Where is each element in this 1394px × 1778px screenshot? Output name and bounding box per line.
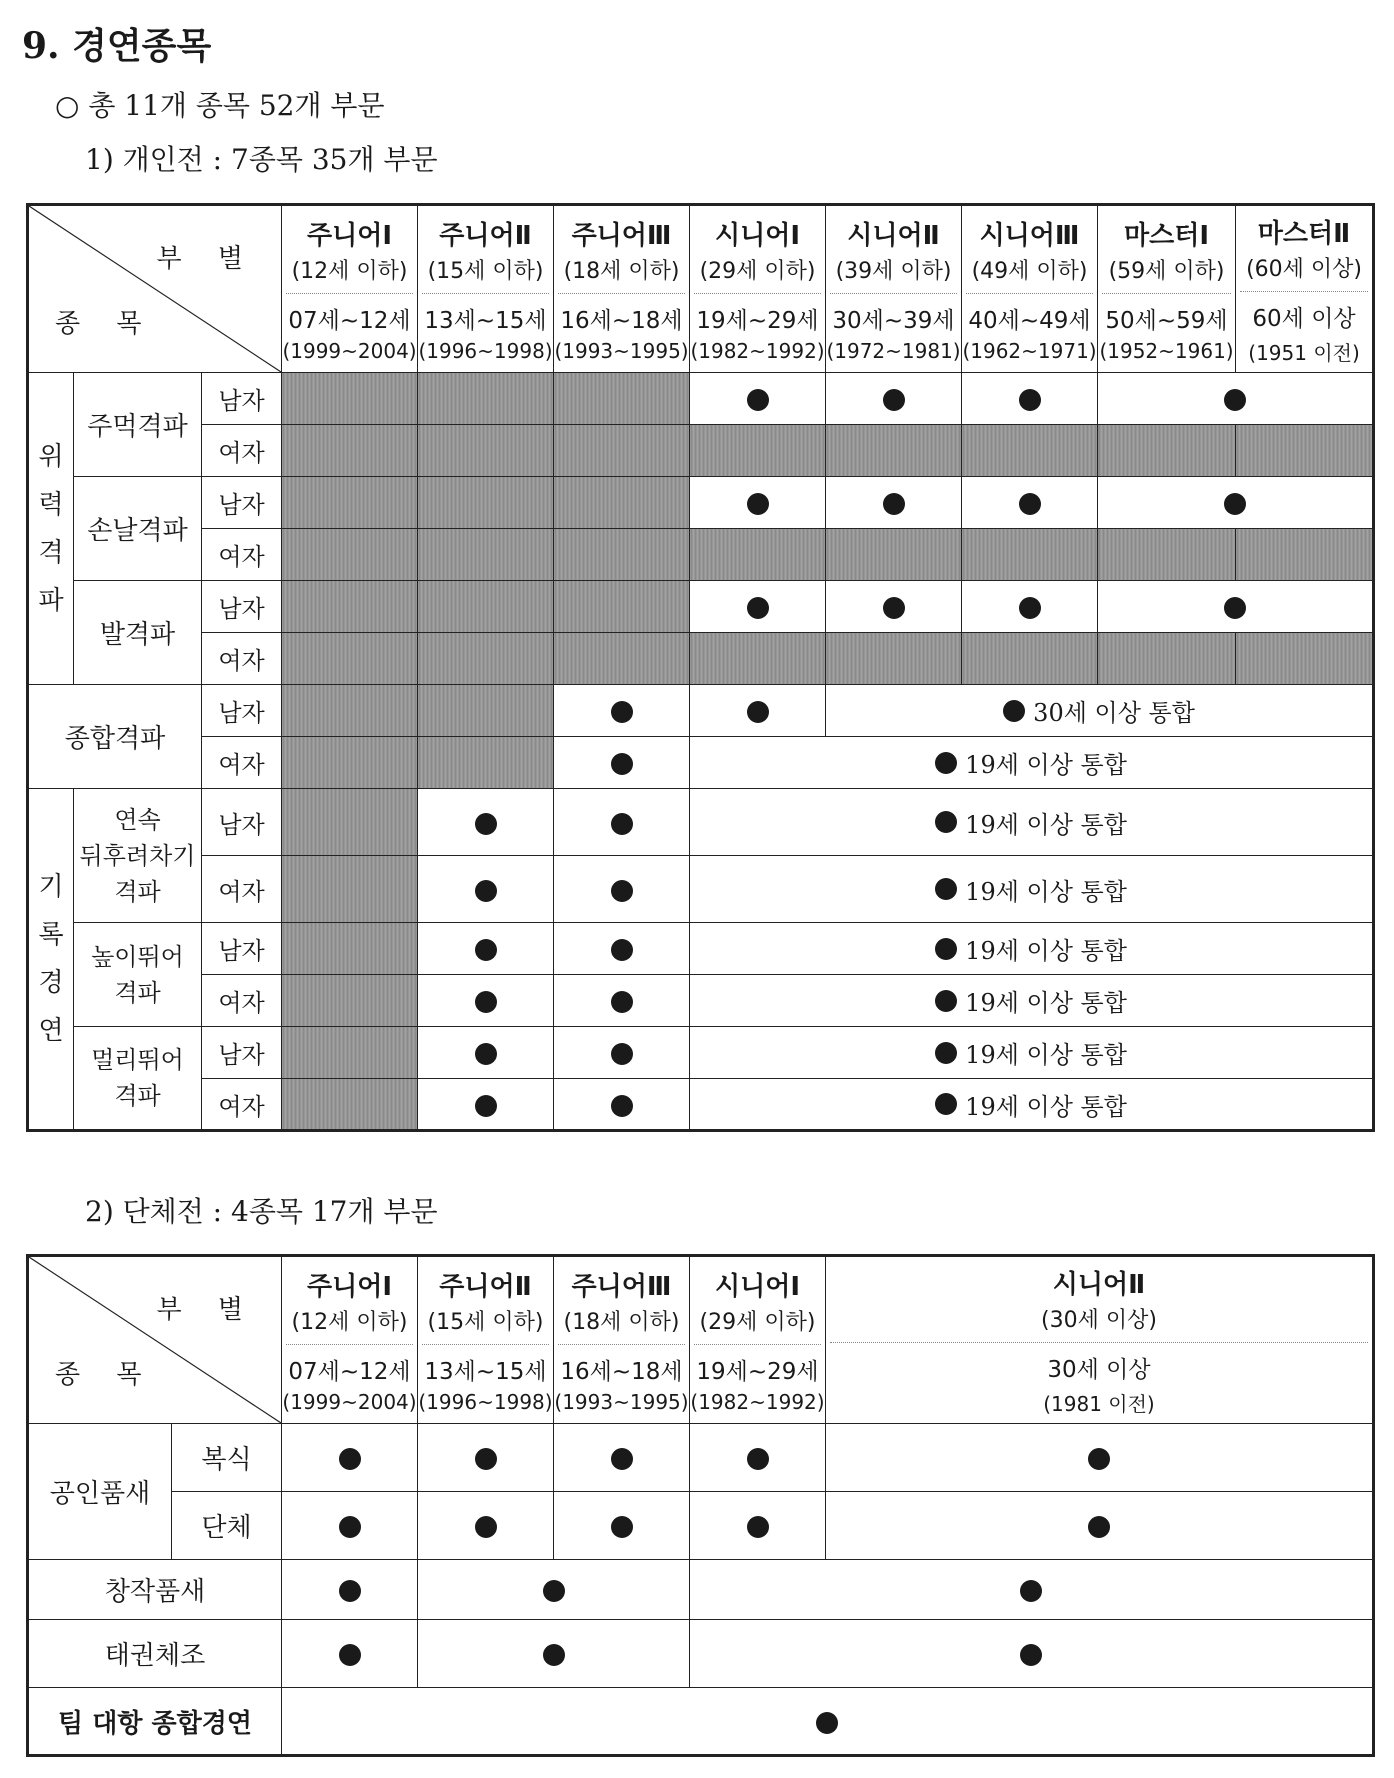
cell-available [282,1560,418,1620]
dot-icon [611,753,633,775]
cell-na [418,425,554,477]
cell-available [962,373,1098,425]
dot-icon [339,1516,361,1538]
col-header-senior1: 시니어Ⅰ (29세 이하) 19세~29세 (1982~1992) [690,1256,826,1424]
section-heading: 9. 경연종목 [22,25,212,67]
gender-male: 남자 [202,789,282,856]
subevent-team: 단체 [172,1492,282,1560]
col-header-senior1: 시니어Ⅰ (29세 이하) 19세~29세 (1982~1992) [690,205,826,373]
cell-available [418,789,554,856]
cell-available [690,685,826,737]
col-header-junior2: 주니어Ⅱ (15세 이하) 13세~15세 (1996~1998) [418,205,554,373]
cell-na [282,789,418,856]
col-header-junior3: 주니어Ⅲ (18세 이하) 16세~18세 (1993~1995) [554,1256,690,1424]
dot-icon [611,701,633,723]
dot-icon [747,701,769,723]
table-row [28,923,1374,975]
cell-available [962,477,1098,529]
dot-icon [543,1580,565,1602]
table-row [28,1492,1374,1560]
cell-available [554,923,690,975]
cell-available [282,1688,1374,1756]
cell-na [554,373,690,425]
dot-icon [475,1516,497,1538]
diagonal-line [29,1257,281,1423]
summary-line: ○ 총 11개 종목 52개 부문 [55,89,385,122]
cell-na [1236,529,1374,581]
cell-available [826,373,962,425]
gender-male: 남자 [202,923,282,975]
cell-available [418,1079,554,1131]
dot-icon [611,1043,633,1065]
diagonal-line [29,206,281,372]
gender-male: 남자 [202,685,282,737]
cell-na [282,975,418,1027]
cell-na [418,477,554,529]
dot-icon [339,1580,361,1602]
col-header-master2: 마스터Ⅱ (60세 이상) 60세 이상 (1951 이전) [1236,205,1374,373]
cell-na [1236,633,1374,685]
dot-icon [475,991,497,1013]
cell-merged: 19세 이상 통합 [690,856,1374,923]
dot-icon [935,878,957,900]
individual-section-title: 1) 개인전 : 7종목 35개 부문 [85,143,438,176]
cell-na [1098,633,1236,685]
gender-male: 남자 [202,477,282,529]
col-header-junior1: 주니어Ⅰ (12세 이하) 07세~12세 (1999~2004) [282,1256,418,1424]
corner-event-label: 종 목 [55,1360,156,1390]
dot-icon [339,1644,361,1666]
cell-na [282,1027,418,1079]
col-header-senior3: 시니어Ⅲ (49세 이하) 40세~49세 (1962~1971) [962,205,1098,373]
dot-icon [475,813,497,835]
col-header-senior2: 시니어Ⅱ (30세 이상) 30세 이상 (1981 이전) [826,1256,1374,1424]
table-row [28,373,1374,425]
cell-available [962,581,1098,633]
cell-available [554,1027,690,1079]
cell-available [418,856,554,923]
table-row [28,685,1374,737]
cell-available [554,1424,690,1492]
dot-icon [1019,389,1041,411]
cell-na [1236,425,1374,477]
cell-na [554,477,690,529]
dot-icon [935,990,957,1012]
dot-icon [935,938,957,960]
cell-na [282,529,418,581]
dot-icon [339,1448,361,1470]
dot-icon [611,1448,633,1470]
dot-icon [1224,493,1246,515]
col-header-junior3: 주니어Ⅲ (18세 이하) 16세~18세 (1993~1995) [554,205,690,373]
cell-na [282,923,418,975]
cell-merged: 30세 이상 통합 [826,685,1374,737]
table-row [28,581,1374,633]
dot-icon [935,1042,957,1064]
table-row [28,856,1374,923]
col-header-junior1: 주니어Ⅰ (12세 이하) 07세~12세 (1999~2004) [282,205,418,373]
cell-available [690,477,826,529]
dot-icon [611,880,633,902]
dot-icon [1019,493,1041,515]
event-label-spin: 연속 뒤후려차기 격파 [74,789,202,923]
cell-na [282,685,418,737]
cell-available [690,1492,826,1560]
cell-merged: 19세 이상 통합 [690,1079,1374,1131]
cell-available [826,581,962,633]
cell-available [826,1424,1374,1492]
gender-male: 남자 [202,581,282,633]
cell-na [282,425,418,477]
cell-merged: 19세 이상 통합 [690,1027,1374,1079]
dot-icon [883,493,905,515]
table-row [28,425,1374,477]
cell-na [282,737,418,789]
cell-available [418,923,554,975]
table-row [28,477,1374,529]
dot-icon [1020,1644,1042,1666]
event-label-high: 높이뛰어 격파 [74,923,202,1027]
event-label-hand: 손날격파 [74,477,202,581]
cell-available [418,975,554,1027]
event-label-creative-poomsae: 창작품새 [28,1560,282,1620]
cell-available [554,1492,690,1560]
gender-female: 여자 [202,975,282,1027]
cell-na [826,633,962,685]
dot-icon [611,813,633,835]
table-row [28,1560,1374,1620]
dot-icon [1224,389,1246,411]
table-row [28,789,1374,856]
individual-events-table [26,203,1375,1132]
corner-division-label: 부 별 [156,244,258,274]
gender-male: 남자 [202,373,282,425]
dot-icon [747,493,769,515]
cell-na [1098,425,1236,477]
dot-icon [1003,700,1025,722]
table-row [28,737,1374,789]
table-row [28,1079,1374,1131]
cell-available [690,1620,1374,1688]
corner-division-label: 부 별 [156,1295,257,1325]
cell-available [690,373,826,425]
dot-icon [475,1043,497,1065]
team-events-table [26,1254,1375,1757]
dot-icon [747,389,769,411]
dot-icon [747,1448,769,1470]
cell-available [690,1424,826,1492]
event-label-foot: 발격파 [74,581,202,685]
cell-na [826,425,962,477]
cell-merged: 19세 이상 통합 [690,737,1374,789]
dot-icon [935,1093,957,1115]
event-label-combined: 종합격파 [28,685,202,789]
cell-na [418,633,554,685]
event-label-taekwon-gymnastics: 태권체조 [28,1620,282,1688]
gender-male: 남자 [202,1027,282,1079]
event-label-official-poomsae: 공인품새 [28,1424,172,1560]
dot-icon [1019,597,1041,619]
cell-na [418,685,554,737]
dot-icon [935,811,957,833]
dot-icon [1224,597,1246,619]
cell-available [554,737,690,789]
col-header-senior2: 시니어Ⅱ (39세 이하) 30세~39세 (1972~1981) [826,205,962,373]
cell-na [554,581,690,633]
cell-available [418,1424,554,1492]
col-header-junior2: 주니어Ⅱ (15세 이하) 13세~15세 (1996~1998) [418,1256,554,1424]
subevent-doubles: 복식 [172,1424,282,1492]
corner-event-label: 종 목 [55,309,156,339]
event-label-long: 멀리뛰어 격파 [74,1027,202,1131]
cell-na [282,373,418,425]
dot-icon [475,939,497,961]
gender-female: 여자 [202,737,282,789]
gender-female: 여자 [202,1079,282,1131]
dot-icon [1088,1516,1110,1538]
dot-icon [611,1516,633,1538]
cell-available [1098,373,1374,425]
cell-available [826,1492,1374,1560]
dot-icon [747,1516,769,1538]
dot-icon [475,1448,497,1470]
event-label-fist: 주먹격파 [74,373,202,477]
cell-na [418,737,554,789]
cell-na [962,425,1098,477]
cell-available [554,789,690,856]
cell-merged: 19세 이상 통합 [690,789,1374,856]
table-row [28,1688,1374,1756]
table-row [28,1424,1374,1492]
cell-available [554,856,690,923]
cell-merged: 19세 이상 통합 [690,975,1374,1027]
cell-available [690,1560,1374,1620]
cell-na [690,529,826,581]
cell-na [690,425,826,477]
cell-na [282,581,418,633]
cell-available [418,1027,554,1079]
cell-available [1098,581,1374,633]
cell-na [554,633,690,685]
cell-available [826,477,962,529]
cell-na [282,1079,418,1131]
cell-available [282,1492,418,1560]
header-corner [28,1256,282,1424]
gender-female: 여자 [202,856,282,923]
cell-available [282,1424,418,1492]
dot-icon [1088,1448,1110,1470]
cell-available [418,1492,554,1560]
dot-icon [611,991,633,1013]
header-corner [28,205,282,373]
cell-available [418,1620,690,1688]
dot-icon [475,1095,497,1117]
table-row [28,633,1374,685]
dot-icon [935,752,957,774]
cell-na [962,633,1098,685]
dot-icon [611,1095,633,1117]
team-section-title: 2) 단체전 : 4종목 17개 부문 [85,1195,438,1228]
cell-na [282,856,418,923]
dot-icon [475,880,497,902]
dot-icon [543,1644,565,1666]
table-row [28,529,1374,581]
gender-female: 여자 [202,529,282,581]
cell-available [554,975,690,1027]
gender-female: 여자 [202,633,282,685]
cell-na [282,477,418,529]
cell-na [418,581,554,633]
dot-icon [1020,1580,1042,1602]
gender-female: 여자 [202,425,282,477]
dot-icon [816,1712,838,1734]
cell-na [282,633,418,685]
cell-available [554,685,690,737]
cell-merged: 19세 이상 통합 [690,923,1374,975]
dot-icon [883,597,905,619]
event-label-team-match: 팀 대항 종합경연 [28,1688,282,1756]
cell-na [1098,529,1236,581]
dot-icon [611,939,633,961]
dot-icon [747,597,769,619]
cell-available [690,581,826,633]
cell-na [554,529,690,581]
cell-available [418,1560,690,1620]
cell-available [1098,477,1374,529]
cell-na [554,425,690,477]
group-label-power: 위 력 격 파 [28,373,74,685]
table-row [28,1027,1374,1079]
group-label-record: 기 록 경 연 [28,789,74,1131]
cell-available [282,1620,418,1688]
cell-na [418,373,554,425]
cell-na [418,529,554,581]
dot-icon [883,389,905,411]
col-header-master1: 마스터Ⅰ (59세 이하) 50세~59세 (1952~1961) [1098,205,1236,373]
cell-na [826,529,962,581]
cell-available [554,1079,690,1131]
table-row [28,1620,1374,1688]
cell-na [962,529,1098,581]
cell-na [690,633,826,685]
table-row [28,975,1374,1027]
